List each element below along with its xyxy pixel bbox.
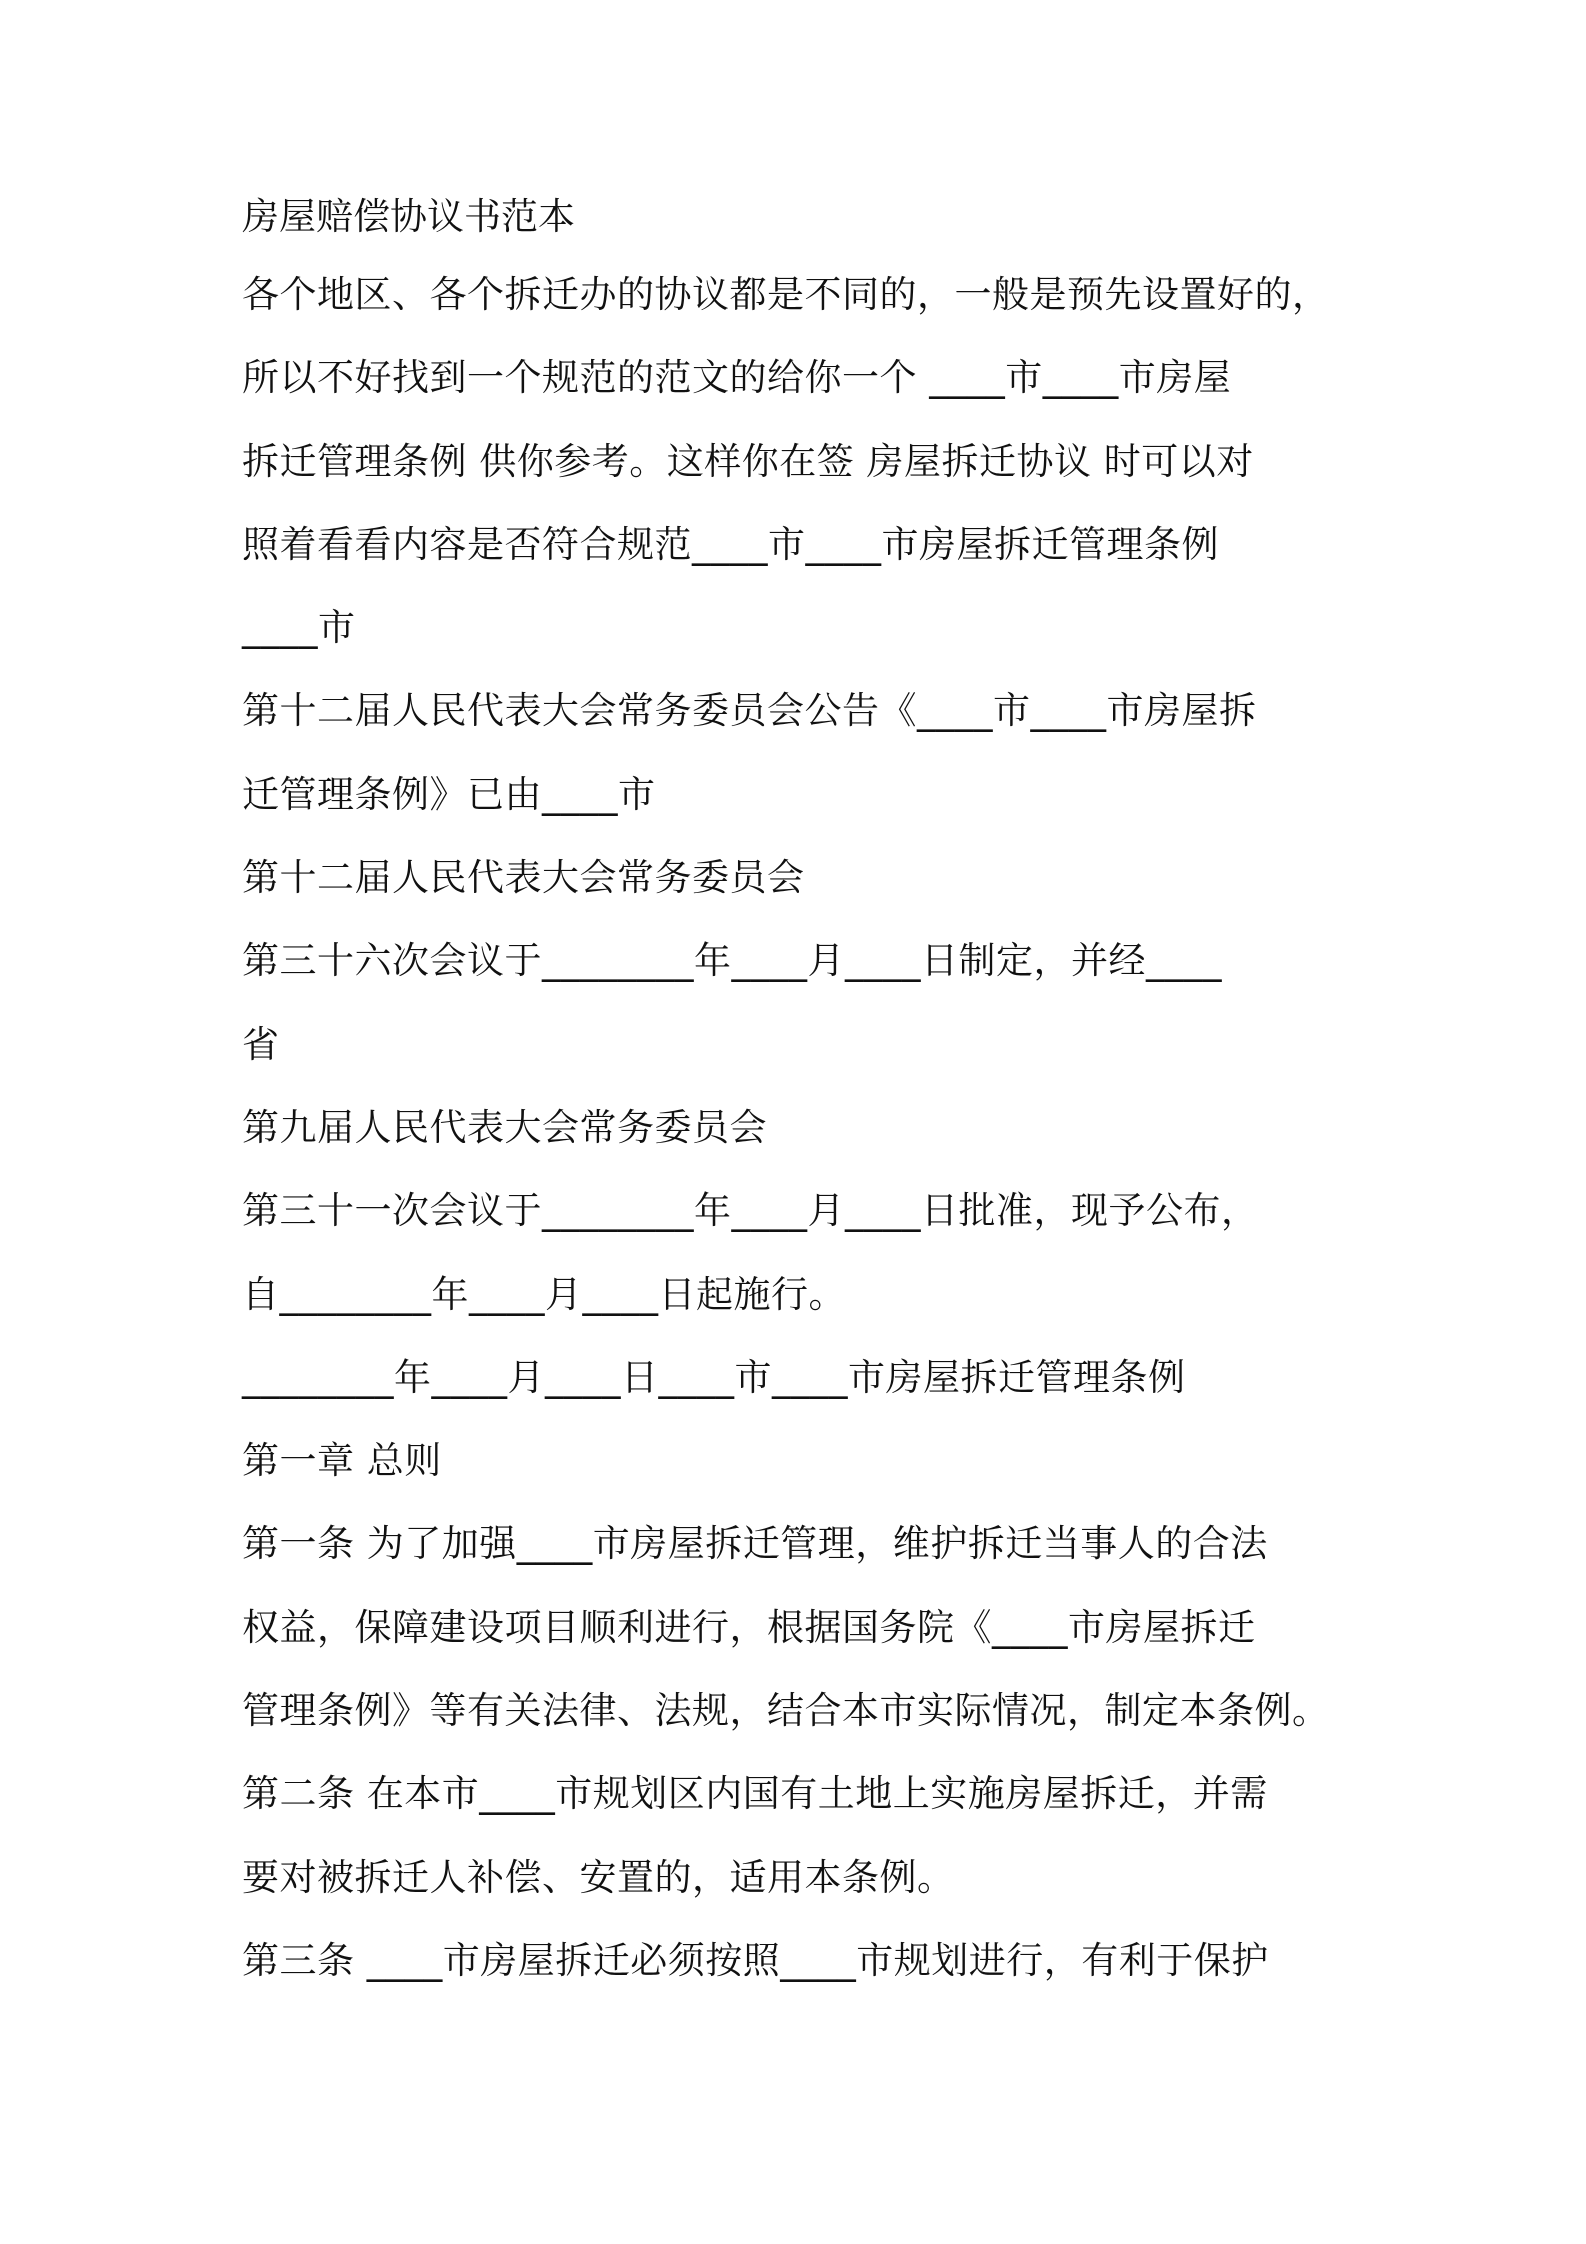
article-line: 要对被拆迁人补偿、安置的，适用本条例。 — [242, 1855, 955, 1899]
paragraph-line: 第十二届人民代表大会常务委员会 — [242, 856, 805, 900]
article-line: 权益，保障建设项目顺利进行，根据国务院《____市房屋拆迁 — [242, 1605, 1256, 1649]
paragraph-line: 第九届人民代表大会常务委员会 — [242, 1105, 767, 1149]
paragraph-line: 各个地区、各个拆迁办的协议都是不同的，一般是预先设置好的， — [242, 273, 1330, 316]
paragraph-line: 省 — [242, 1022, 280, 1066]
paragraph-line: 第十二届人民代表大会常务委员会公告《____市____市房屋拆 — [242, 689, 1257, 733]
article-line: 管理条例》等有关法律、法规，结合本市实际情况，制定本条例。 — [242, 1689, 1330, 1733]
article-line: 第二条 在本市____市规划区内国有土地上实施房屋拆迁，并需 — [242, 1772, 1268, 1816]
paragraph-line: 第三十六次会议于________年____月____日制定，并经____ — [242, 939, 1222, 983]
paragraph-line: 拆迁管理条例 供你参考。这样你在签 房屋拆迁协议 时可以对 — [242, 439, 1254, 483]
paragraph-line: 照着看看内容是否符合规范____市____市房屋拆迁管理条例 — [242, 522, 1219, 566]
document-title: 房屋赔偿协议书范本 — [242, 195, 575, 238]
document-page — [242, 196, 1362, 2023]
paragraph-line: ________年____月____日____市____市房屋拆迁管理条例 — [242, 1355, 1186, 1399]
article-line: 第三条 ____市房屋拆迁必须按照____市规划进行，有利于保护 — [242, 1938, 1269, 1982]
document-body — [242, 274, 1362, 1982]
paragraph-line: 迁管理条例》已由____市 — [242, 772, 656, 816]
paragraph-line: ____市 — [242, 606, 356, 650]
paragraph-line: 第三十一次会议于________年____月____日批准，现予公布， — [242, 1189, 1259, 1233]
paragraph-line: 所以不好找到一个规范的范文的给你一个 ____市____市房屋 — [242, 356, 1232, 400]
chapter-heading: 第一章 总则 — [242, 1439, 442, 1483]
article-line: 第一条 为了加强____市房屋拆迁管理，维护拆迁当事人的合法 — [242, 1522, 1268, 1566]
paragraph-line: 自________年____月____日起施行。 — [242, 1272, 846, 1316]
